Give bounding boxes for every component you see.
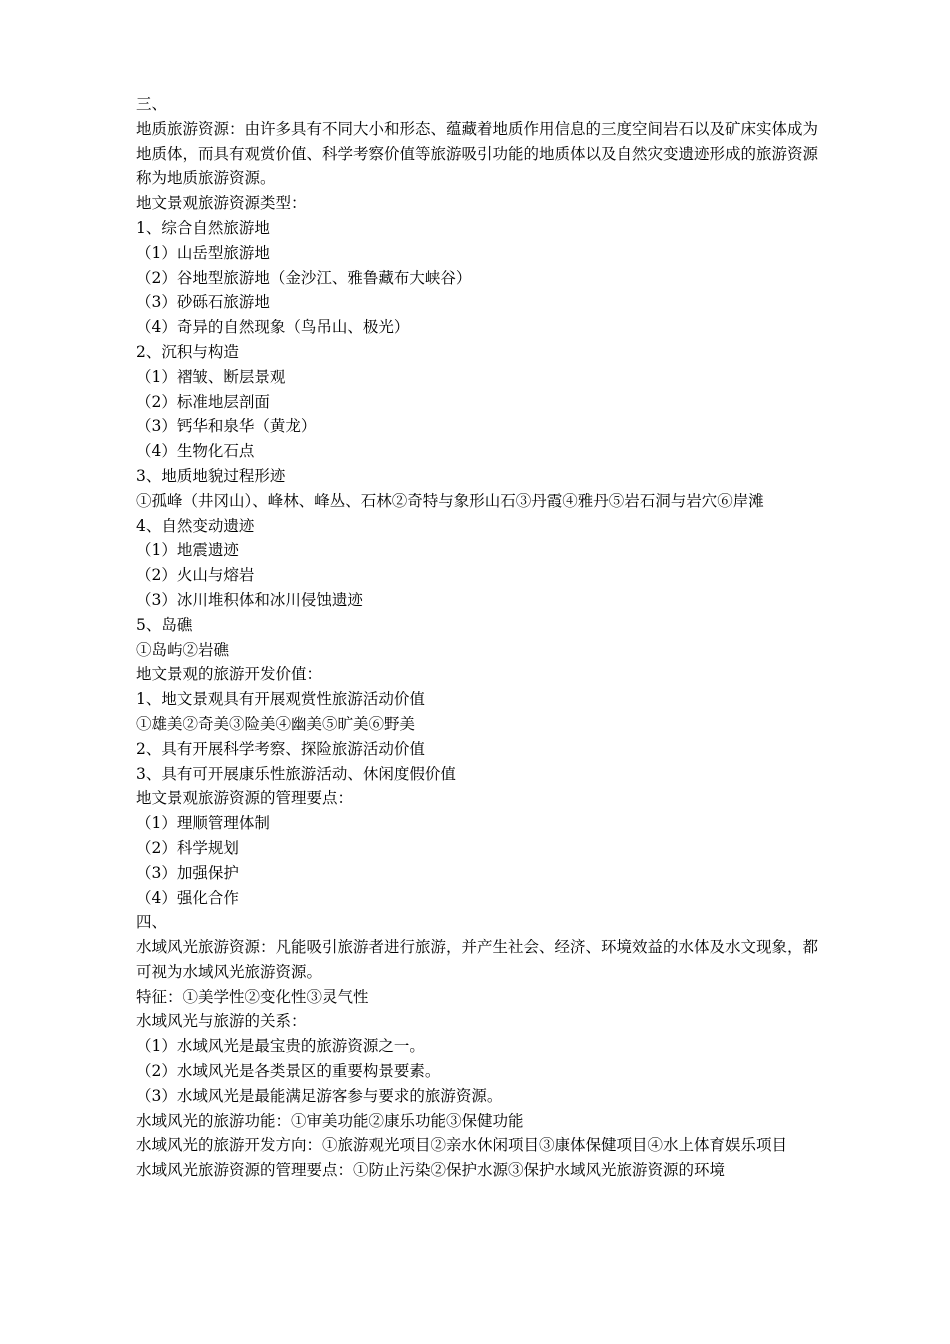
- text-line: 3、地质地貌过程形迹: [136, 466, 286, 485]
- text-line: （1）地震遗迹: [136, 541, 239, 560]
- text-line: 1、地文景观具有开展观赏性旅游活动价值: [136, 690, 425, 709]
- text-line: 水域风光旅游资源的管理要点：①防止污染②保护水源③保护水域风光旅游资源的环境: [136, 1161, 726, 1180]
- text-line: 地文景观的旅游开发价值：: [136, 665, 323, 684]
- text-line: （2）科学规划: [136, 838, 239, 857]
- text-line: 特征：①美学性②变化性③灵气性: [136, 987, 369, 1006]
- text-line: 地文景观旅游资源的管理要点：: [136, 789, 354, 808]
- text-line: （4）奇异的自然现象（鸟吊山、极光）: [136, 318, 410, 337]
- text-line: 4、自然变动遗迹: [136, 516, 255, 535]
- paragraph: 地质旅游资源：由许多具有不同大小和形态、蕴藏着地质作用信息的三度空间岩石以及矿床实体成为地质体，而具有观赏价值、科学考察价值等旅游吸引功能的地质体以及自然灾变遗迹形成的旅游资源称为地质旅游资源。: [136, 119, 819, 188]
- text-line: （3）加强保护: [136, 863, 239, 882]
- text-line: 5、岛礁: [136, 615, 193, 634]
- text-line: 2、沉积与构造: [136, 342, 239, 361]
- text-line: （3）钙华和泉华（黄龙）: [136, 417, 317, 436]
- text-line: （3）冰川堆积体和冰川侵蚀遗迹: [136, 590, 363, 609]
- text-line: （3）砂砾石旅游地: [136, 293, 270, 312]
- text-line: 四、: [136, 913, 168, 932]
- text-line: 3、具有可开展康乐性旅游活动、休闲度假价值: [136, 764, 456, 783]
- text-line: （1）理顺管理体制: [136, 814, 270, 833]
- text-line: 三、: [136, 95, 168, 113]
- text-line: （3）水域风光是最能满足游客参与要求的旅游资源。: [136, 1086, 503, 1105]
- text-line: ①雄美②奇美③险美④幽美⑤旷美⑥野美: [136, 714, 416, 733]
- text-line: 水域风光与旅游的关系：: [136, 1012, 307, 1031]
- paragraph: 水域风光的旅游开发方向：①旅游观光项目②亲水休闲项目③康体保健项目④水上体育娱乐项目: [136, 1136, 788, 1155]
- document-page: [136, 92, 818, 1183]
- text-line: （1）褶皱、断层景观: [136, 367, 286, 386]
- text-line: ①孤峰（井冈山）、峰林、峰丛、石林②奇特与象形山石③丹霞④雅丹⑤岩石洞与岩穴⑥岸滩: [136, 491, 764, 510]
- text-line: （2）水域风光是各类景区的重要构景要素。: [136, 1062, 441, 1081]
- text-line: 水域风光的旅游功能：①审美功能②康乐功能③保健功能: [136, 1111, 524, 1130]
- text-line: 1、综合自然旅游地: [136, 218, 270, 237]
- text-line: ①岛屿②岩礁: [136, 640, 230, 659]
- text-line: （1）水域风光是最宝贵的旅游资源之一。: [136, 1037, 425, 1056]
- text-line: （4）生物化石点: [136, 442, 255, 461]
- text-line: （2）标准地层剖面: [136, 392, 270, 411]
- text-line: 2、具有开展科学考察、探险旅游活动价值: [136, 739, 425, 758]
- text-line: （1）山岳型旅游地: [136, 243, 270, 262]
- text-line: （4）强化合作: [136, 888, 239, 907]
- text-line: （2）火山与熔岩: [136, 566, 255, 585]
- paragraph: 水域风光旅游资源：凡能吸引旅游者进行旅游，并产生社会、经济、环境效益的水体及水文现象，都可视为水域风光旅游资源。: [136, 938, 819, 981]
- text-line: 地文景观旅游资源类型：: [136, 194, 307, 213]
- text-line: （2）谷地型旅游地（金沙江、雅鲁藏布大峡谷）: [136, 268, 472, 287]
